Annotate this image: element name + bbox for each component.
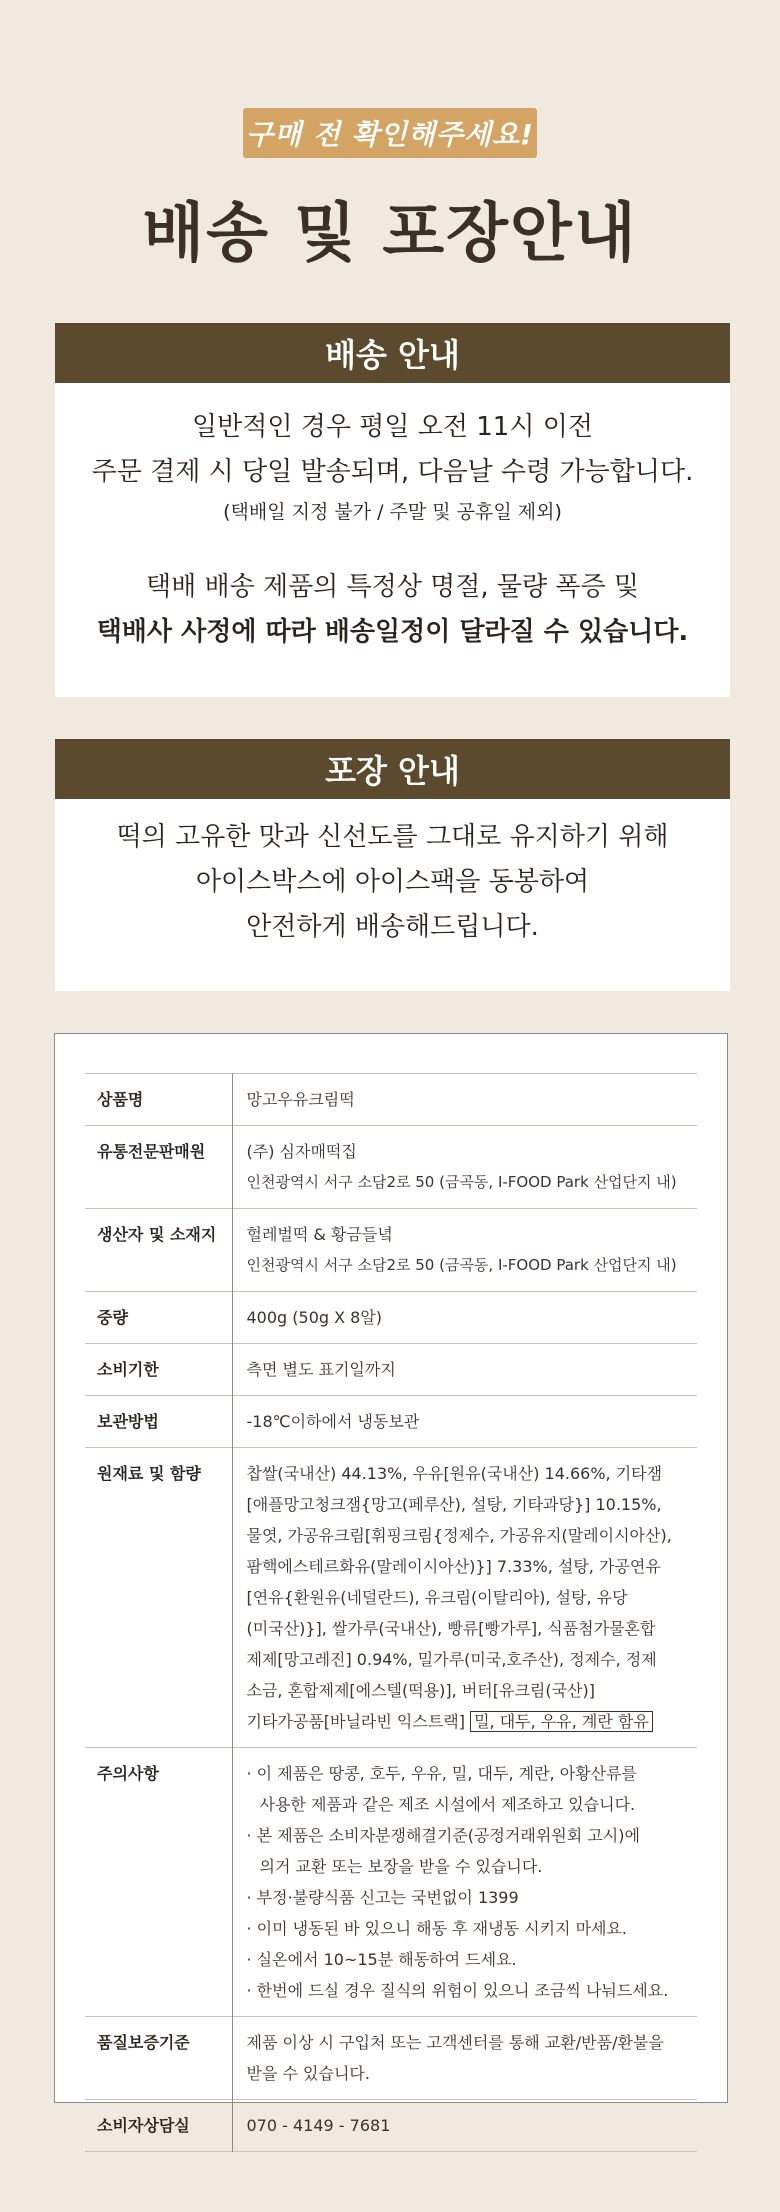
shipping-line-4: 택배 배송 제품의 특정상 명절, 물량 폭증 및 xyxy=(145,572,640,602)
allergen-notice: 밀, 대두, 우유, 계란 함유 xyxy=(470,1711,653,1732)
table-row xyxy=(85,1209,697,1292)
ingredients-line: 팜핵에스테르화유(말레이시아산)}] 7.33%, 설탕, 가공연유 xyxy=(246,1557,661,1576)
shipping-note: (택배일 지정 불가 / 주말 및 공휴일 제외) xyxy=(223,501,562,523)
shipping-line-2: 주문 결제 시 당일 발송되며, 다음날 수령 가능합니다. xyxy=(91,457,694,487)
ingredients-line: 찹쌀(국내산) 44.13%, 우유[원유(국내산) 14.66%, 기타잼 xyxy=(246,1464,663,1483)
caution-line: · 한번에 드실 경우 질식의 위험이 있으니 조금씩 나눠드세요. xyxy=(246,1981,669,2000)
storage-value: -18℃이하에서 냉동보관 xyxy=(246,1412,420,1431)
ingredients-line: 제제[망고레진] 0.94%, 밀가루(미국,호주산), 정제수, 정제 xyxy=(246,1650,657,1669)
cautions-cell xyxy=(232,1748,697,2017)
quality-cell xyxy=(232,2017,697,2100)
row-label: 중량 xyxy=(85,1292,232,1344)
caution-line: · 이 제품은 땅콩, 호두, 우유, 밀, 대두, 계란, 아황산류를 xyxy=(246,1764,637,1783)
table-row xyxy=(85,2017,697,2100)
table-row xyxy=(85,1344,697,1396)
table-row xyxy=(85,1448,697,1748)
row-label: 주의사항 xyxy=(85,1748,232,2017)
row-label: 품질보증기준 xyxy=(85,2017,232,2100)
row-label: 보관방법 xyxy=(85,1396,232,1448)
ingredients-last-line xyxy=(247,1706,692,1737)
table-row xyxy=(85,1074,697,1126)
row-label: 원재료 및 함량 xyxy=(85,1448,232,1748)
caution-line: · 실온에서 10~15분 해동하여 드세요. xyxy=(246,1950,517,1969)
ingredients-line: (미국산)}], 쌀가루(국내산), 빵류[빵가루], 식품첨가물혼합 xyxy=(246,1619,656,1638)
caution-line: 사용한 제품과 같은 제조 시설에서 제조하고 있습니다. xyxy=(259,1795,636,1814)
distributor-cell xyxy=(232,1126,697,1209)
packing-section xyxy=(55,739,730,991)
notice-badge: 구매 전 확인해주세요! xyxy=(243,108,537,158)
caution-line: · 부정·불량식품 신고는 국번없이 1399 xyxy=(246,1888,519,1907)
row-label: 상품명 xyxy=(85,1074,232,1126)
shipping-line-5: 택배사 사정에 따라 배송일정이 달라질 수 있습니다. xyxy=(96,617,689,647)
ingredients-cell xyxy=(232,1448,697,1748)
table-row xyxy=(85,1748,697,2017)
producer-value: 헐레벌떡 & 황금들녘 xyxy=(246,1225,393,1244)
ingredients-line: [연유{환원유(네덜란드), 유크림(이탈리아), 설탕, 유당 xyxy=(246,1588,628,1607)
page-title: 배송 및 포장안내 xyxy=(142,197,638,271)
product-info-box xyxy=(54,1033,728,2135)
shipping-section xyxy=(55,323,730,697)
caution-line: · 본 제품은 소비자분쟁해결기준(공정거래위원회 고시)에 xyxy=(246,1826,640,1845)
consumer-phone: 070 - 4149 - 7681 xyxy=(246,2116,391,2135)
quality-line: 제품 이상 시 구입처 또는 고객센터를 통해 교환/반품/환불을 xyxy=(246,2033,664,2052)
ingredients-line: 기타가공품[바닐라빈 익스트랙] xyxy=(246,1712,465,1731)
row-label: 소비기한 xyxy=(85,1344,232,1396)
ingredients-line: 소금, 혼합제제[에스텔(떡용)], 버터[유크림(국산)] xyxy=(246,1681,595,1700)
table-row xyxy=(85,1292,697,1344)
expiry-value: 측면 별도 표기일까지 xyxy=(246,1360,396,1379)
row-label: 유통전문판매원 xyxy=(85,1126,232,1209)
packing-heading: 포장 안내 xyxy=(55,739,730,799)
packing-line-2: 아이스박스에 아이스팩을 동봉하여 xyxy=(195,867,590,897)
table-row xyxy=(85,2100,697,2152)
row-label: 생산자 및 소재지 xyxy=(85,1209,232,1292)
distributor-address: 인천광역시 서구 소담2로 50 (금곡동, I-FOOD Park 산업단지 내) xyxy=(246,1173,677,1191)
packing-line-1: 떡의 고유한 맛과 신선도를 그대로 유지하기 위해 xyxy=(116,822,669,852)
producer-address: 인천광역시 서구 소담2로 50 (금곡동, I-FOOD Park 산업단지 내) xyxy=(246,1256,677,1274)
row-label: 소비자상담실 xyxy=(85,2100,232,2152)
producer-cell xyxy=(232,1209,697,1292)
shipping-heading: 배송 안내 xyxy=(55,323,730,383)
ingredients-line: 물엿, 가공유크림[휘핑크림{정제수, 가공유지(말레이시아산), xyxy=(246,1526,672,1545)
packing-line-3: 안전하게 배송해드립니다. xyxy=(246,912,539,942)
quality-line: 받을 수 있습니다. xyxy=(246,2064,370,2083)
shipping-line-1: 일반적인 경우 평일 오전 11시 이전 xyxy=(192,412,593,442)
distributor-value: (주) 심자매떡집 xyxy=(246,1142,357,1161)
caution-line: · 이미 냉동된 바 있으니 해동 후 재냉동 시키지 마세요. xyxy=(246,1919,628,1938)
ingredients-line: [애플망고청크잼{망고(페루산), 설탕, 기타과당}] 10.15%, xyxy=(246,1495,662,1514)
product-name-value: 망고우유크림떡 xyxy=(246,1090,355,1109)
product-info-table xyxy=(85,1073,697,2152)
caution-line: 의거 교환 또는 보장을 받을 수 있습니다. xyxy=(259,1857,543,1876)
table-row xyxy=(85,1396,697,1448)
table-row xyxy=(85,1126,697,1209)
weight-value: 400g (50g X 8알) xyxy=(246,1308,383,1327)
